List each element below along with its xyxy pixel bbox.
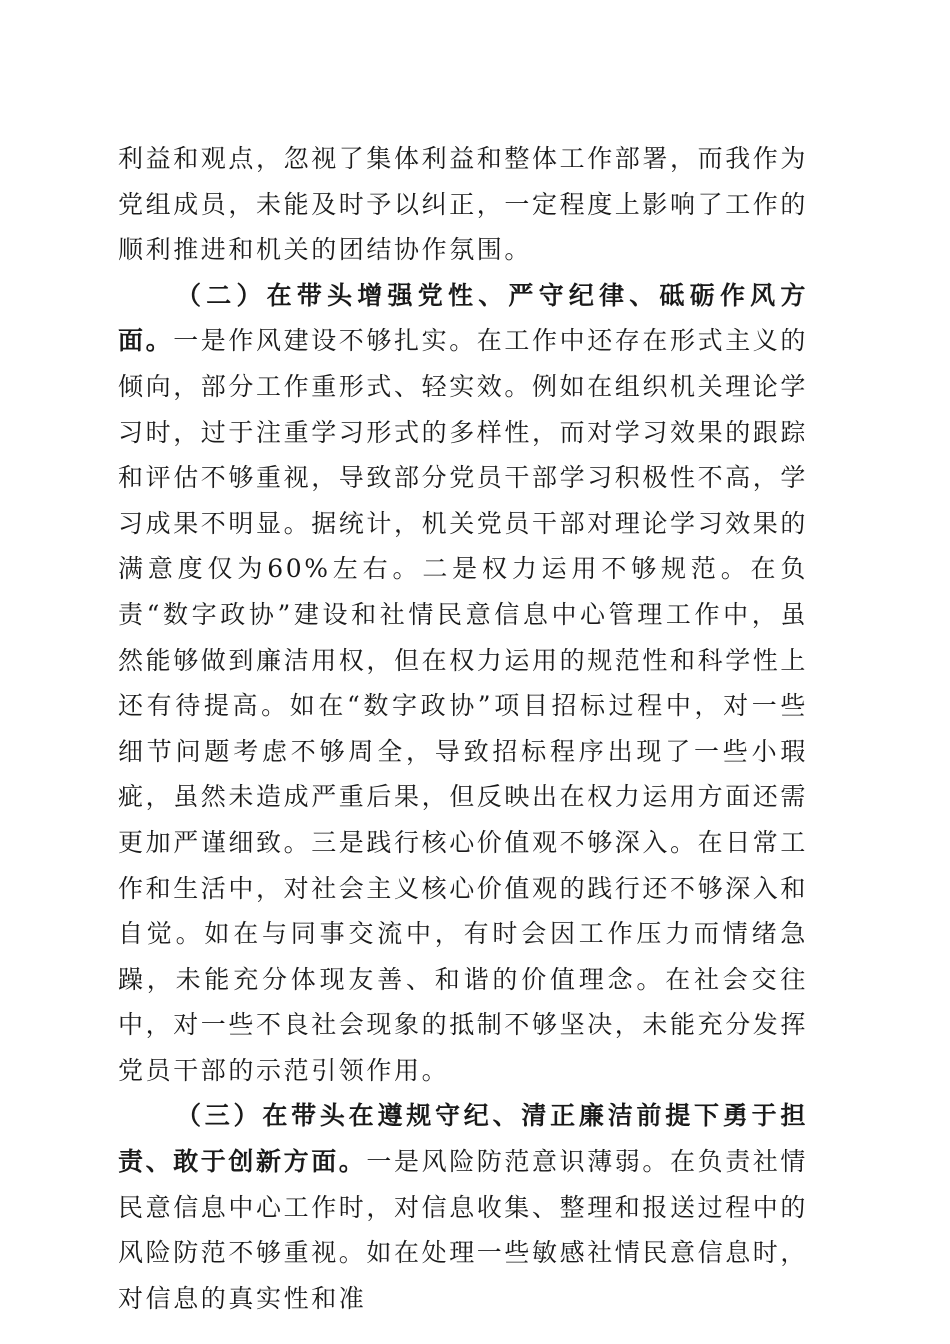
document-page <box>118 136 808 1321</box>
paragraph-text: 一是风险防范意识薄弱。在负责社情民意信息中心工作时，对信息收集、整理和报送过程中的风险防范不够重视。如在处理一些敏感社情民意信息时，对信息的真实性和准 <box>118 1147 809 1313</box>
paragraph-section-three <box>118 1093 808 1321</box>
section-heading-three: （三）在带头在遵规守纪、清正廉洁前提下勇于担责、敢于创新方面。 <box>118 1101 808 1177</box>
paragraph-continued <box>118 136 808 273</box>
paragraph-text: 利益和观点，忽视了集体利益和整体工作部署，而我作为党组成员，未能及时予以纠正，一定程度上影响了工作的顺利推进和机关的团结协作氛围。 <box>118 144 809 265</box>
section-heading-two: （二）在带头增强党性、严守纪律、砥砺作风方面。 <box>118 280 808 356</box>
paragraph-text: 一是作风建设不够扎实。在工作中还存在形式主义的倾向，部分工作重形式、轻实效。例如在组织机关理论学习时，过于注重学习形式的多样性，而对学习效果的跟踪和评估不够重视，导致部分党员干部学习积极性不高，学习成果不明显。据统计，机关党员干部对理论学习效果的满意度仅为60%左右。二是权力运用不够规范。在负责“数字政协”建设和社情民意信息中心管理工作中，虽然能够做到廉洁用权，但在权力运用的规范性和科学性上还有待提高。如在“数字政协”项目招标过程中，对一些细节问题考虑不够周全，导致招标程序出现了一些小瑕疵，虽然未造成严重后果，但反映出在权力运用方面还需更加严谨细致。三是践行核心价值观不够深入。在日常工作和生活中，对社会主义核心价值观的践行还不够深入和自觉。如在与同事交流中，有时会因工作压力而情绪急躁，未能充分体现友善、和谐的价值理念。在社会交往中，对一些不良社会现象的抵制不够坚决，未能充分发挥党员干部的示范引领作用。 <box>118 326 809 1085</box>
paragraph-section-two <box>118 273 808 1094</box>
